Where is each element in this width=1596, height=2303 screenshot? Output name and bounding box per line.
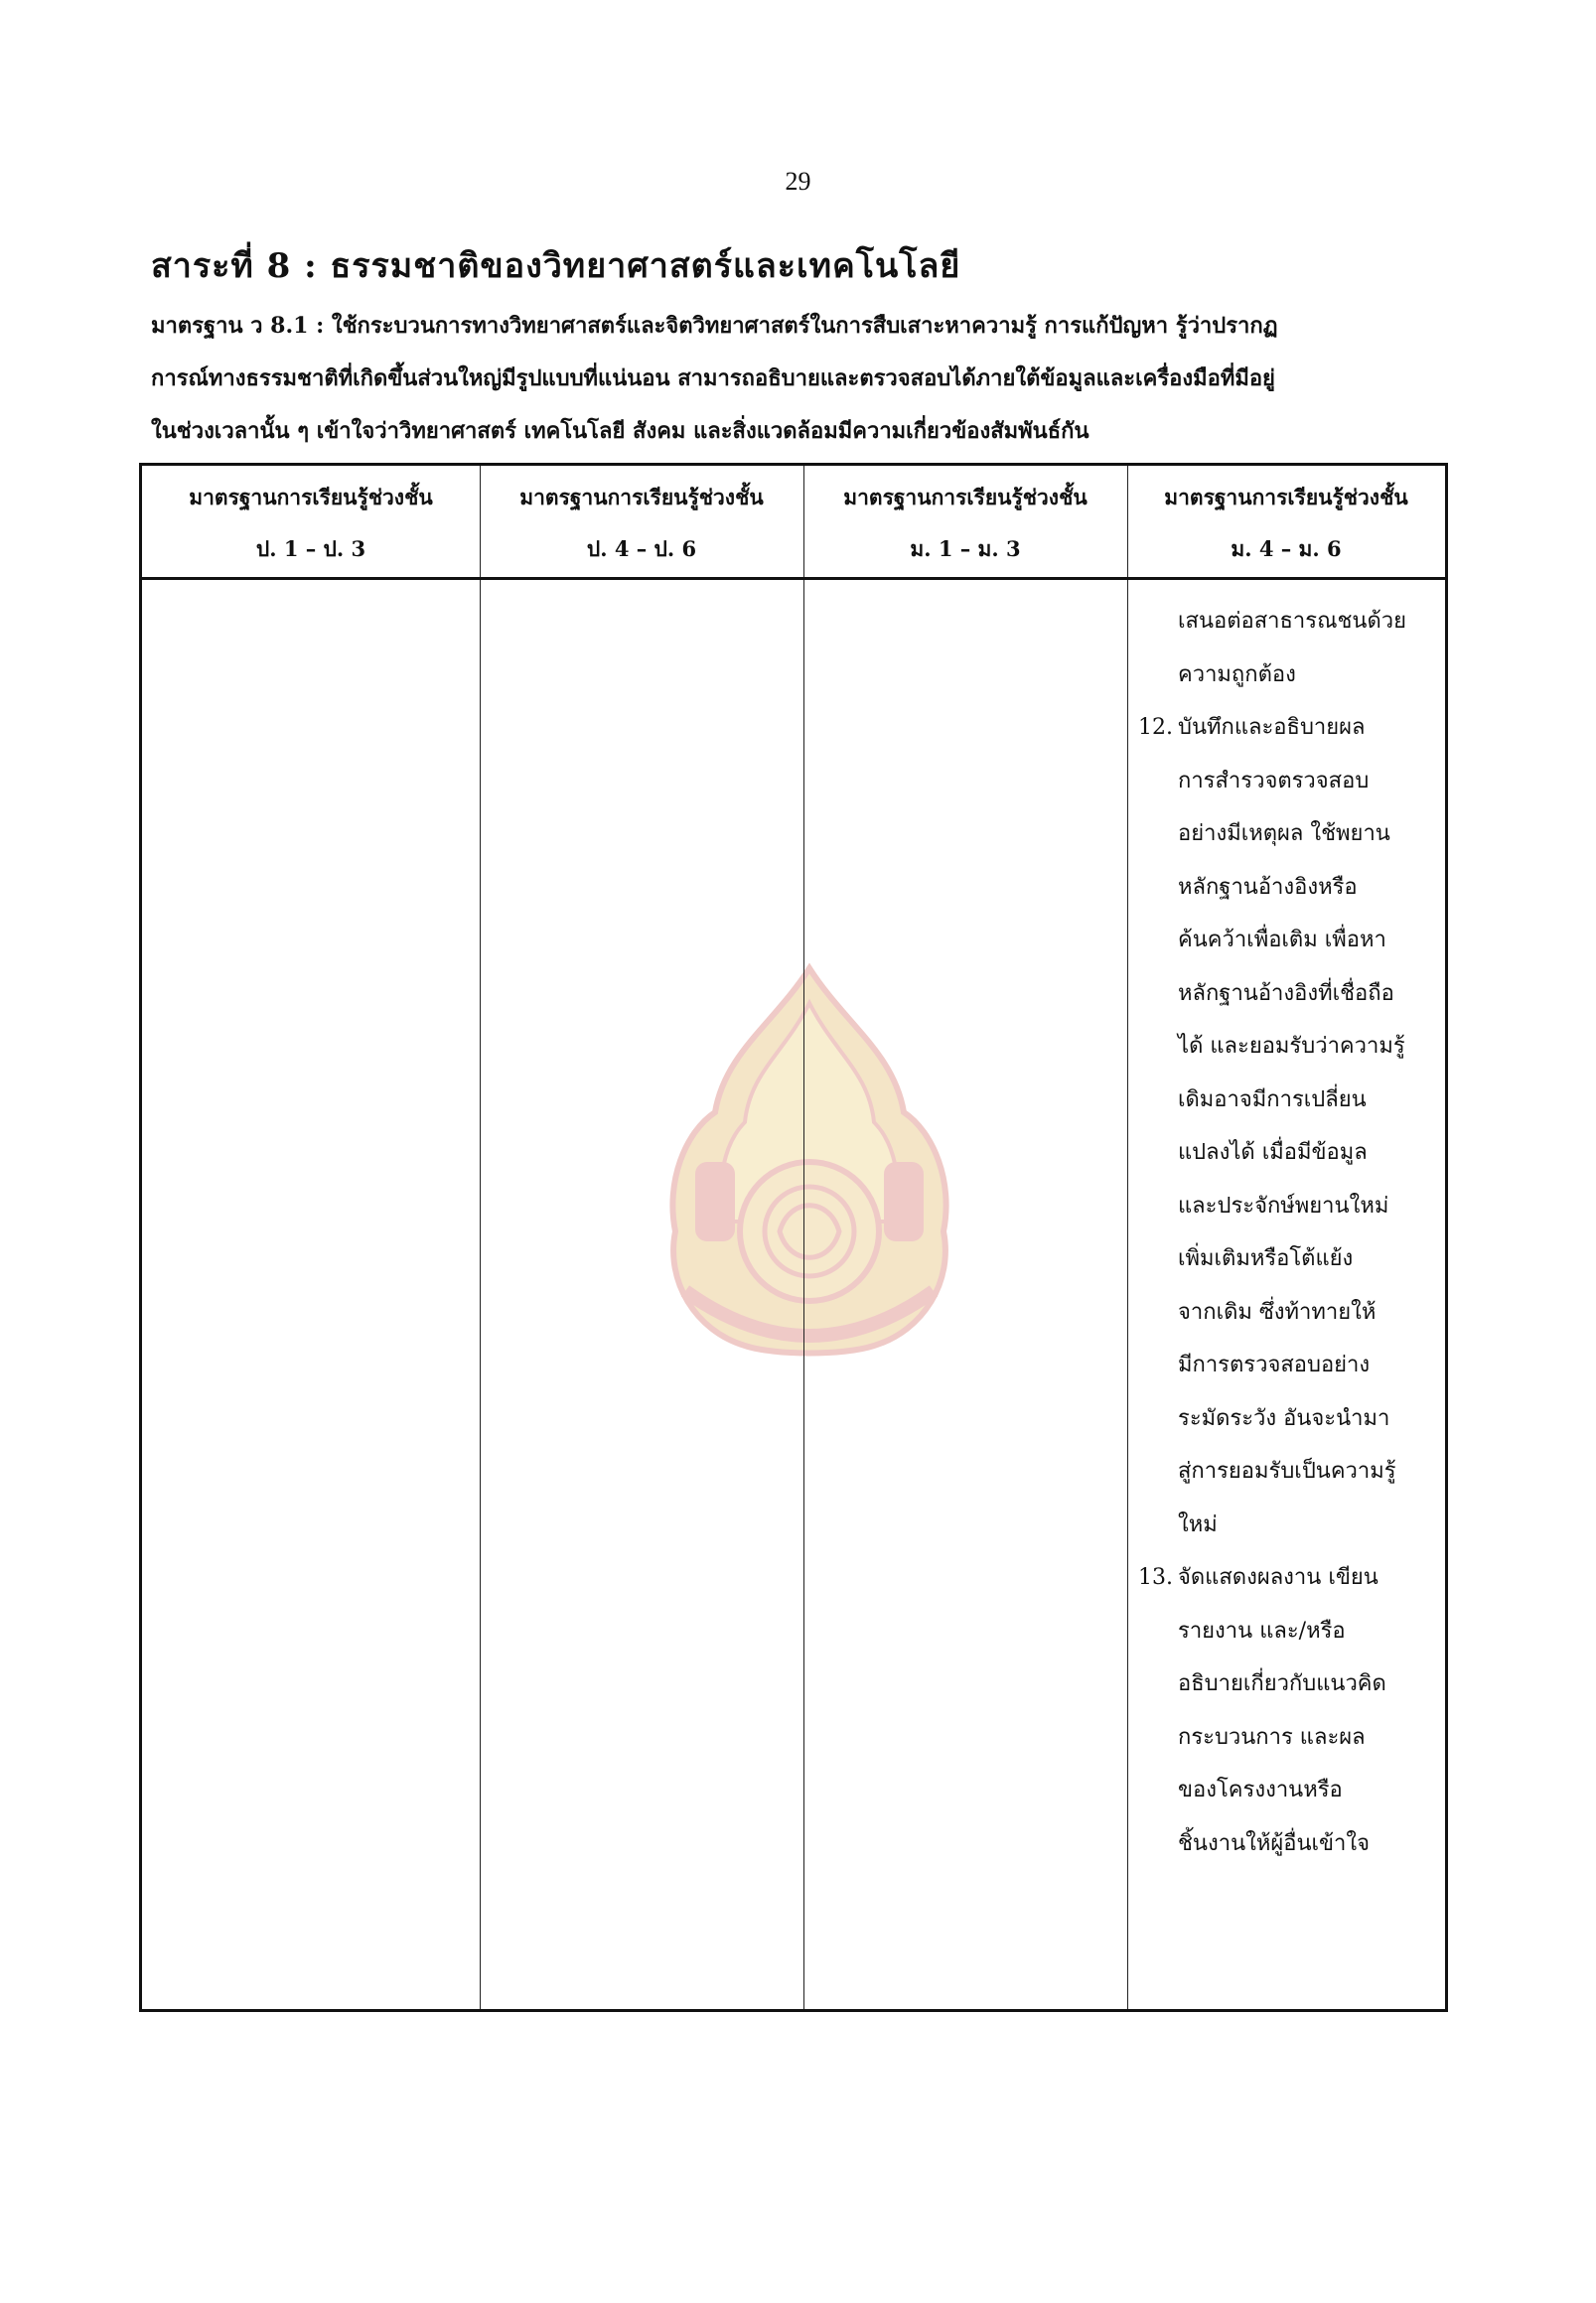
item-text: ระมัดระวัง อันจะนำมา <box>1178 1405 1390 1431</box>
item-text: ชิ้นงานให้ผู้อื่นเข้าใจ <box>1178 1830 1371 1856</box>
page-title: สาระที่ 8 : ธรรมชาติของวิทยาศาสตร์และเทคโนโลยี <box>151 246 961 286</box>
list-item <box>1138 1180 1441 1233</box>
list-item <box>1138 861 1441 915</box>
list-item <box>1138 967 1441 1021</box>
header-title: มาตรฐานการเรียนรู้ช่วงชั้น <box>189 485 433 509</box>
item-number: 13. <box>1138 1565 1173 1590</box>
column-header-m4-m6 <box>1127 466 1445 577</box>
header-rule <box>142 577 1445 580</box>
list-item <box>1138 1499 1441 1552</box>
column-m4-m6-content <box>1138 595 1441 1870</box>
learning-standards-table <box>139 463 1448 2012</box>
item-text: หลักฐานอ้างอิงหรือ <box>1178 874 1358 900</box>
item-text: รายงาน และ/หรือ <box>1178 1618 1346 1644</box>
list-item <box>1138 755 1441 808</box>
item-text: แปลงได้ เมื่อมีข้อมูล <box>1178 1140 1368 1165</box>
item-text: บันทึกและอธิบายผล <box>1178 715 1366 740</box>
header-grade-range: ม. 1 – ม. 3 <box>910 536 1021 561</box>
item-number: 12. <box>1138 715 1173 740</box>
standard-statement <box>151 300 1452 458</box>
header-title: มาตรฐานการเรียนรู้ช่วงชั้น <box>1164 485 1408 509</box>
list-item <box>1138 1020 1441 1074</box>
header-title: มาตรฐานการเรียนรู้ช่วงชั้น <box>519 485 764 509</box>
list-item <box>1138 648 1441 702</box>
list-item <box>1138 1074 1441 1127</box>
item-text: ค้นคว้าเพื่อเติม เพื่อหา <box>1178 928 1386 952</box>
list-item <box>1138 1657 1441 1711</box>
list-item <box>1138 1392 1441 1446</box>
list-item <box>1138 1445 1441 1499</box>
item-text: ของโครงงานหรือ <box>1178 1778 1343 1802</box>
item-text: มีการตรวจสอบอย่าง <box>1178 1353 1371 1377</box>
list-item <box>1138 1551 1441 1605</box>
list-item <box>1138 595 1441 648</box>
item-text: กระบวนการ และผล <box>1178 1724 1366 1750</box>
page-number: 29 <box>785 167 811 196</box>
column-header-p1-p3 <box>142 466 480 577</box>
column-divider <box>480 466 481 2009</box>
list-item <box>1138 914 1441 967</box>
item-text: สู่การยอมรับเป็นความรู้ <box>1178 1459 1396 1484</box>
list-item <box>1138 807 1441 861</box>
column-header-p4-p6 <box>480 466 803 577</box>
item-text: หลักฐานอ้างอิงที่เชื่อถือ <box>1178 980 1394 1006</box>
item-text: ได้ และยอมรับว่าความรู้ <box>1178 1034 1405 1059</box>
list-item <box>1138 1711 1441 1765</box>
list-item <box>1138 1286 1441 1340</box>
list-item <box>1138 1764 1441 1817</box>
item-text: และประจักษ์พยานใหม่ <box>1178 1193 1389 1219</box>
header-title: มาตรฐานการเรียนรู้ช่วงชั้น <box>843 485 1088 509</box>
column-divider <box>803 466 804 2009</box>
header-grade-range: ม. 4 – ม. 6 <box>1231 536 1342 561</box>
list-item <box>1138 1605 1441 1658</box>
item-text: อธิบายเกี่ยวกับแนวคิด <box>1178 1671 1386 1696</box>
item-text: การสำรวจตรวจสอบ <box>1178 768 1370 793</box>
item-text: ใหม่ <box>1178 1511 1218 1537</box>
list-item <box>1138 1339 1441 1392</box>
item-text: เสนอต่อสาธารณชนด้วย <box>1178 609 1406 634</box>
header-grade-range: ป. 4 – ป. 6 <box>586 536 697 561</box>
item-text: เดิมอาจมีการเปลี่ยน <box>1178 1086 1367 1112</box>
standard-line: มาตรฐาน ว 8.1 : ใช้กระบวนการทางวิทยาศาสตร์และจิตวิทยาศาสตร์ในการสืบเสาะหาความรู้ การแก้ปัญหา รู้ว่าปรากฏ <box>151 313 1278 339</box>
column-divider <box>1127 466 1128 2009</box>
list-item <box>1138 701 1441 755</box>
list-item <box>1138 1232 1441 1286</box>
header-grade-range: ป. 1 – ป. 3 <box>255 536 366 561</box>
item-text: ความถูกต้อง <box>1178 661 1296 687</box>
list-item <box>1138 1817 1441 1871</box>
column-header-m1-m3 <box>803 466 1127 577</box>
standard-line: การณ์ทางธรรมชาติที่เกิดขึ้นส่วนใหญ่มีรูปแบบที่แน่นอน สามารถอธิบายและตรวจสอบได้ภายใต้ข้อมูลและเครื่องมือที่มีอยู่ <box>151 365 1275 391</box>
item-text: เพิ่มเติมหรือโต้แย้ง <box>1178 1246 1354 1271</box>
item-text: อย่างมีเหตุผล ใช้พยาน <box>1178 821 1390 846</box>
item-text: จากเดิม ซึ่งท้าทายให้ <box>1178 1299 1377 1325</box>
list-item <box>1138 1126 1441 1180</box>
standard-line: ในช่วงเวลานั้น ๆ เข้าใจว่าวิทยาศาสตร์ เทคโนโลยี สังคม และสิ่งแวดล้อมมีความเกี่ยวข้องสัมพันธ์กัน <box>151 418 1089 444</box>
item-text: จัดแสดงผลงาน เขียน <box>1178 1565 1378 1590</box>
